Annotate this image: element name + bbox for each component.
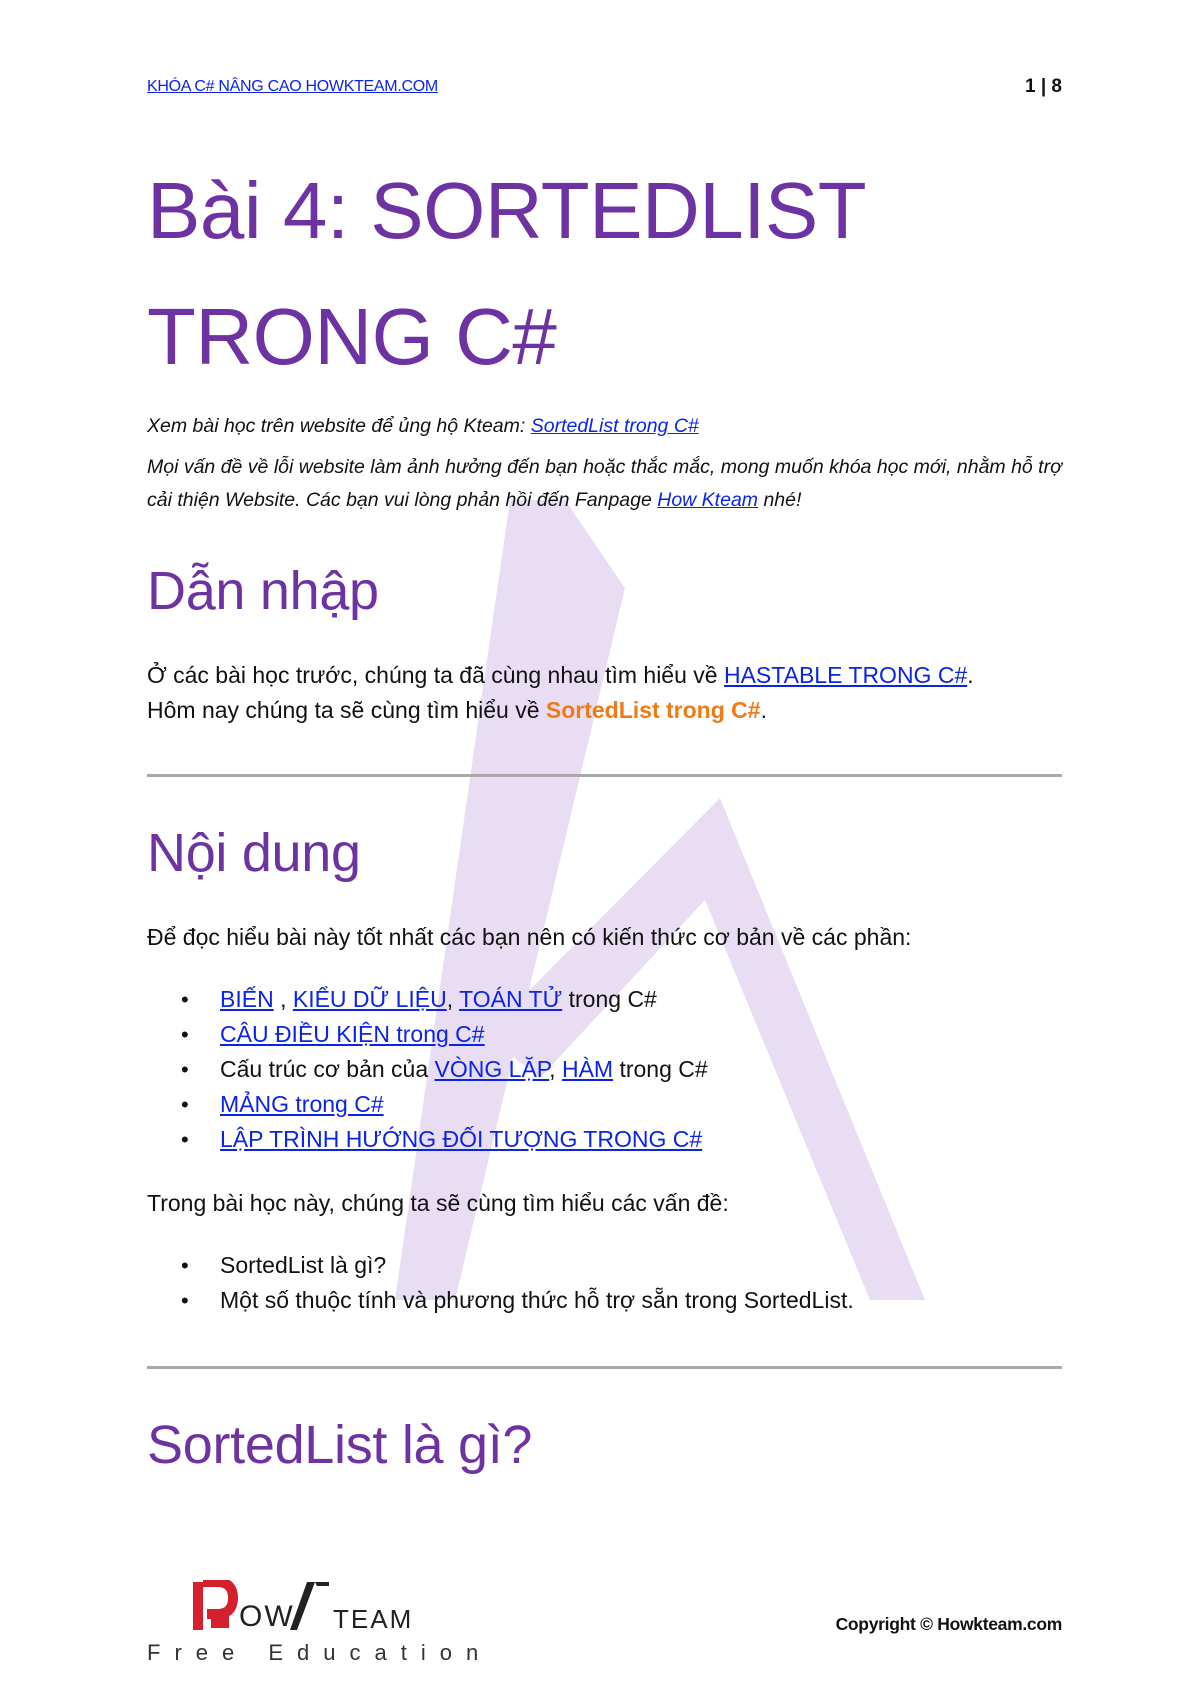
title-line-1: Bài 4: SORTEDLIST — [147, 166, 867, 255]
intro-paragraph — [147, 658, 1077, 728]
fanpage-link[interactable]: How Kteam — [657, 489, 759, 511]
separator: , — [273, 986, 293, 1012]
course-header-link[interactable]: KHÓA C# NÂNG CAO HOWKTEAM.COM — [147, 78, 438, 95]
prereq-list — [147, 982, 1077, 1157]
list-item — [147, 1017, 1077, 1052]
logo-tagline: Free Education — [147, 1640, 493, 1665]
page-number: 1 | 8 — [1024, 76, 1062, 97]
list-item — [147, 982, 1077, 1017]
logo-how-text: OW — [239, 1600, 295, 1633]
feedback-text: Mọi vấn đề về lỗi website làm ảnh hưởng đến bạn hoặc thắc mắc, mong muốn khóa học mới, nhằm hỗ trợ cải thiện Website. Các bạn vui lòng phản hồi đến Fanpage — [147, 456, 1062, 511]
sortedlist-website-link[interactable]: SortedList trong C# — [530, 415, 699, 437]
item-tail: trong C# — [613, 1056, 708, 1082]
ham-link[interactable]: HÀM — [561, 1056, 614, 1082]
prereq-paragraph — [147, 920, 1077, 955]
prereq-text: Để đọc hiểu bài này tốt nhất các bạn nên có kiến thức cơ bản về các phần: — [147, 924, 912, 950]
separator: , — [549, 1056, 562, 1082]
topics-paragraph — [147, 1186, 1077, 1221]
intro-text-2: Hôm nay chúng ta sẽ cùng tìm hiểu về — [147, 697, 546, 723]
vong-lap-link[interactable]: VÒNG LẶP — [434, 1056, 550, 1082]
divider — [147, 1366, 1062, 1369]
list-item: • Một số thuộc tính và phương thức hỗ trợ sẵn trong SortedList. — [147, 1283, 1077, 1318]
list-item — [147, 1087, 1077, 1122]
divider — [147, 774, 1062, 777]
list-item — [147, 1052, 1077, 1087]
topics-text: Trong bài học này, chúng ta sẽ cùng tìm hiểu các vấn đề: — [147, 1190, 729, 1216]
sortedlist-highlight: SortedList trong C# — [545, 697, 761, 723]
hashtable-link[interactable]: HASTABLE TRONG C# — [723, 662, 968, 688]
feedback-end: nhé! — [758, 489, 802, 511]
heading-dan-nhap: Dẫn nhập — [147, 561, 379, 621]
item-tail: trong C# — [562, 986, 657, 1012]
kieu-du-lieu-link[interactable]: KIỂU DỮ LIỆU — [292, 986, 447, 1012]
mang-link[interactable]: MẢNG trong C# — [220, 1091, 384, 1117]
support-paragraph — [147, 410, 1077, 443]
copyright-text: Copyright © Howkteam.com — [835, 1614, 1062, 1634]
feedback-paragraph — [147, 451, 1077, 517]
item-head: Cấu trúc cơ bản của — [220, 1056, 435, 1082]
intro-text-1: Ở các bài học trước, chúng ta đã cùng nhau tìm hiểu về — [147, 662, 724, 688]
separator: , — [446, 986, 460, 1012]
cau-dieu-kien-link[interactable]: CÂU ĐIỀU KIỆN trong C# — [220, 1021, 485, 1047]
bien-link[interactable]: BIẾN — [220, 986, 274, 1012]
list-item: • SortedList là gì? — [147, 1248, 1077, 1283]
howkteam-logo — [147, 1580, 493, 1675]
heading-noi-dung: Nội dung — [147, 823, 361, 883]
logo-team-text: TEAM — [333, 1604, 414, 1634]
intro-notice — [147, 410, 1077, 525]
oop-link[interactable]: LẬP TRÌNH HƯỚNG ĐỐI TƯỢNG TRONG C# — [220, 1126, 703, 1152]
intro-text-2-end: . — [760, 697, 767, 723]
list-item — [147, 1122, 1077, 1157]
toan-tu-link[interactable]: TOÁN TỬ — [459, 986, 563, 1012]
support-text: Xem bài học trên website để ủng hộ Kteam: — [147, 415, 531, 437]
page-title — [147, 148, 866, 400]
heading-sortedlist-la-gi: SortedList là gì? — [147, 1415, 533, 1475]
intro-text-1-end: . — [967, 662, 974, 688]
topics-list — [147, 1248, 1077, 1318]
title-line-2: TRONG C# — [147, 292, 557, 381]
